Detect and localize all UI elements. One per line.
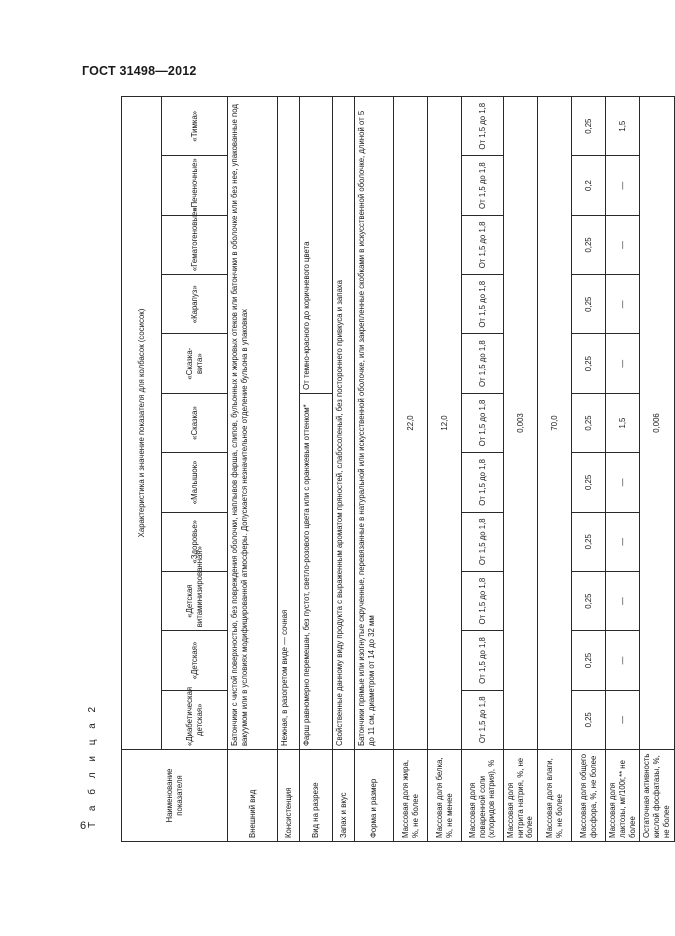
salt-cell: От 1,5 до 1,8 xyxy=(462,453,504,512)
product-header: «Малышок» xyxy=(162,453,228,512)
row-name: Остаточная активность кислой фосфатазы, %, не более xyxy=(640,750,674,842)
table-row xyxy=(278,97,300,842)
salt-cell: От 1,5 до 1,8 xyxy=(462,690,504,749)
lactose-cell: — xyxy=(606,275,640,334)
phosphorus-cell: 0,25 xyxy=(572,571,606,630)
lactose-cell: 1,5 xyxy=(606,97,640,156)
row-value: 70,0 xyxy=(538,97,572,750)
phosphorus-cell: 0,25 xyxy=(572,97,606,156)
phosphorus-cell: 0,2 xyxy=(572,156,606,215)
lactose-cell: — xyxy=(606,156,640,215)
phosphorus-cell: 0,25 xyxy=(572,334,606,393)
product-header: «Детская витаминизированная» xyxy=(162,571,228,630)
page-number: 6 xyxy=(80,820,87,832)
row-value: 12,0 xyxy=(428,97,462,750)
row-name: Массовая доля нитрита натрия, %, не более xyxy=(504,750,538,842)
table-row xyxy=(538,97,572,842)
phosphorus-cell: 0,25 xyxy=(572,215,606,274)
product-header: «Карапуз» xyxy=(162,275,228,334)
table-row xyxy=(606,97,640,842)
row-name: Вид на разрезе xyxy=(300,750,333,842)
phosphorus-cell: 0,25 xyxy=(572,393,606,452)
product-header: «Сказка» xyxy=(162,393,228,452)
row-value: 0,006 xyxy=(640,97,674,750)
salt-cell: От 1,5 до 1,8 xyxy=(462,571,504,630)
table-row xyxy=(228,97,278,842)
phosphorus-cell: 0,25 xyxy=(572,512,606,571)
row-name: Запах и вкус xyxy=(333,750,355,842)
table-row xyxy=(462,97,504,842)
row-name: Массовая доля жира, %, не более xyxy=(394,750,428,842)
row-text: Фарш равномерно перемешан, без пустот, светло-розового цвета или с оранжевым оттенком* xyxy=(300,393,333,749)
product-header: «Здоровье» xyxy=(162,512,228,571)
table-row xyxy=(428,97,462,842)
row-text: От темно-красного до коричневого цвета xyxy=(300,97,333,394)
table-row xyxy=(504,97,538,842)
document-header-title: ГОСТ 31498—2012 xyxy=(82,64,197,78)
phosphorus-cell: 0,25 xyxy=(572,453,606,512)
product-header: «Диабетическая детская» xyxy=(162,690,228,749)
rotated-table-container xyxy=(121,96,671,842)
table-row xyxy=(355,97,394,842)
salt-cell: От 1,5 до 1,8 xyxy=(462,156,504,215)
product-header: «Тимка» xyxy=(162,97,228,156)
group-header: Характеристика и значение показателя для колбасок (сосисок) xyxy=(122,97,162,750)
indicator-name-header: Наименование показателя xyxy=(122,750,228,842)
row-name: Консистенция xyxy=(278,750,300,842)
product-header: «Печеночные» xyxy=(162,156,228,215)
row-name: Массовая доля лактозы, мг/100г,** не более xyxy=(606,750,640,842)
lactose-cell: — xyxy=(606,215,640,274)
row-name: Массовая доля влаги, %, не более xyxy=(538,750,572,842)
product-header: «Гематогеновые» xyxy=(162,215,228,274)
row-text: Нежная, в разогретом виде — сочная xyxy=(278,97,300,750)
salt-cell: От 1,5 до 1,8 xyxy=(462,275,504,334)
phosphorus-cell: 0,25 xyxy=(572,275,606,334)
row-value: 0,003 xyxy=(504,97,538,750)
row-value: 22,0 xyxy=(394,97,428,750)
phosphorus-cell: 0,25 xyxy=(572,690,606,749)
lactose-cell: — xyxy=(606,512,640,571)
table-row xyxy=(572,97,606,842)
table-row xyxy=(333,97,355,842)
row-text: Батончики с чистой поверхностью, без повреждения оболочки, наплывов фарша, слипов, бульонных и жировых отеков или батончики в оболочке или без нее, упакованные под вакуумом или в условиях модифицированной атмосферы. Допускается незначительное отделение бульона в упаковках xyxy=(228,97,278,750)
lactose-cell: — xyxy=(606,334,640,393)
table-row xyxy=(640,97,674,842)
salt-cell: От 1,5 до 1,8 xyxy=(462,215,504,274)
specification-table xyxy=(121,96,675,842)
lactose-cell: — xyxy=(606,690,640,749)
salt-cell: От 1,5 до 1,8 xyxy=(462,334,504,393)
row-name: Внешний вид xyxy=(228,750,278,842)
lactose-cell: — xyxy=(606,631,640,690)
salt-cell: От 1,5 до 1,8 xyxy=(462,631,504,690)
salt-cell: От 1,5 до 1,8 xyxy=(462,512,504,571)
lactose-cell: — xyxy=(606,453,640,512)
table-row xyxy=(300,97,333,842)
row-name: Массовая доля белка, %, не менее xyxy=(428,750,462,842)
row-name: Массовая доля общего фосфора, %, не более xyxy=(572,750,606,842)
lactose-cell: 1,5 xyxy=(606,393,640,452)
lactose-cell: — xyxy=(606,571,640,630)
salt-cell: От 1,5 до 1,8 xyxy=(462,393,504,452)
table-row xyxy=(394,97,428,842)
row-text: Свойственные данному виду продукта с выраженным ароматом пряностей, слабосоленый, без постороннего привкуса и запаха xyxy=(333,97,355,750)
row-text: Батончики прямые или изогнутые скрученные, перевязанные в натуральной или искусственной оболочке, или закрепленные скобками в искусственной оболочке, длиной от 5 до 11 см, диаметром от 14 до 32 мм xyxy=(355,97,394,750)
table-caption: Т а б л и ц а 2 xyxy=(87,702,98,828)
product-header: «Сказка-вита» xyxy=(162,334,228,393)
product-header: «Детская» xyxy=(162,631,228,690)
salt-cell: От 1,5 до 1,8 xyxy=(462,97,504,156)
row-name: Массовая доля поваренной соли (хлоридов натрия), % xyxy=(462,750,504,842)
phosphorus-cell: 0,25 xyxy=(572,631,606,690)
row-name: Форма и размер xyxy=(355,750,394,842)
